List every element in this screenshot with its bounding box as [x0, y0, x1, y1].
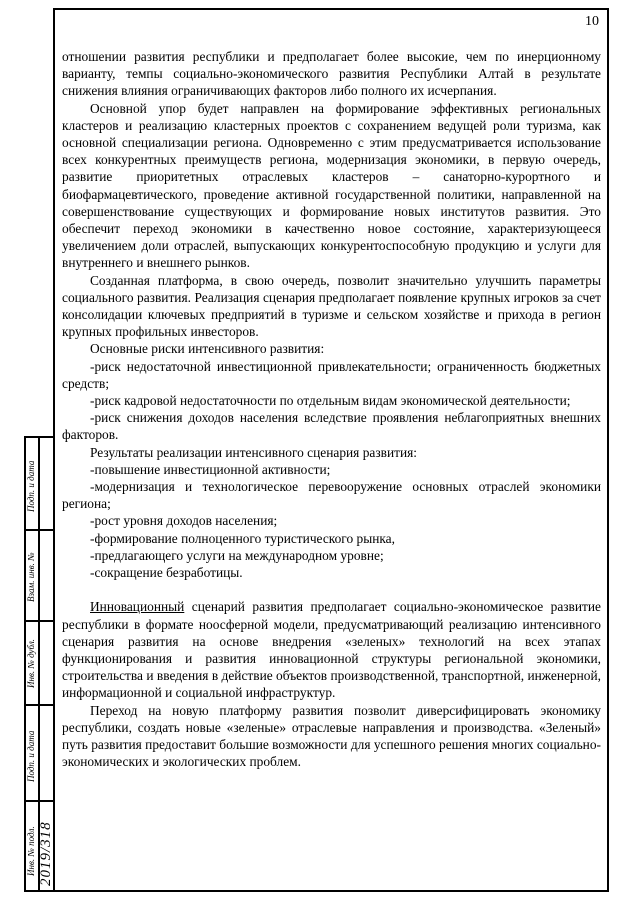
stamp-label-replace-inv: Взам. инв. № — [26, 552, 36, 602]
stamp-divider — [24, 620, 53, 622]
results-heading: Результаты реализации интенсивного сценария развития: — [90, 444, 418, 460]
result-item: -повышение инвестиционной активности; — [90, 461, 331, 477]
document-body — [62, 48, 601, 770]
innovation-term: Инновационный — [90, 599, 185, 615]
stamp-block — [24, 436, 53, 892]
page-frame — [53, 8, 609, 892]
paragraph-clusters: Основной упор будет направлен на формирование эффективных региональных кластеров и реализацию кластерных проектов с сохранением ведущей роли туризма, как основной специализации региона. Одновременно с этим предусматривается использование всех конкурентных преимуществ региона, модернизация экономики, в первую очередь, развитие приоритетных отраслевых кластеров – санаторно-курортного и биофармацевтического, проведение активной государственной политики, направленной на совершенствование существующих и формирование новых институтов развития. Это обеспечит переход экономики в качественно новое состояние, характеризующееся увеличением доли отраслей, выпускающих конкурентоспособную продукцию и услуги для внутреннего и внешнего рынков. — [62, 100, 601, 271]
risk-item: -риск снижения доходов населения вследствие проявления неблагоприятных внешних факторов. — [62, 410, 601, 443]
stamp-label-orig-inv: Инв. № подл. — [26, 826, 36, 876]
inventory-number: 2019/318 — [38, 821, 54, 886]
stamp-divider — [24, 704, 53, 706]
stamp-divider — [24, 529, 53, 531]
result-item: -формирование полноценного туристического рынка, — [90, 530, 395, 546]
risks-heading: Основные риски интенсивного развития: — [90, 341, 325, 357]
risk-item: -риск кадровой недостаточности по отдельным видам экономической деятельности; — [90, 393, 571, 409]
result-item: -сокращение безработицы. — [90, 565, 243, 581]
stamp-label-sign-date: Подп. и дата — [26, 730, 36, 782]
stamp-divider — [24, 800, 53, 802]
paragraph-final: Переход на новую платформу развития позволит диверсифицировать экономику республики, создать новые «зеленые» отраслевые направления и производства. «Зеленый» путь развития предоставит большие возможности для успешного решения многих социально-экономических и экологических проблем. — [62, 702, 601, 770]
stamp-label-dup-inv: Инв. № дубл. — [26, 638, 36, 688]
result-item: -модернизация и технологическое перевооружение основных отраслей экономики региона; — [62, 479, 601, 512]
page-number: 10 — [585, 14, 599, 29]
paragraph-platform: Созданная платформа, в свою очередь, позволит значительно улучшить параметры социального развития. Реализация сценария предполагает появление крупных игроков за счет консолидации ключевых предприятий в туризме и сельском хозяйстве и прихода в регион крупных профильных инвесторов. — [62, 272, 601, 340]
result-item: -рост уровня доходов населения; — [90, 513, 278, 529]
stamp-divider — [24, 436, 53, 438]
innovation-text: сценарий развития предполагает социально-экономическое развитие республики в формате ноосферной модели, предусматривающий реализацию интенсивного сценария развития на основе внедрения «зеленых» технологий на всех этапах функционирования и развития инновационной структуры региональной экономики, строительства и введения в действие объектов производственной, транспортной, инженерной, информационной и социальной инфраструктур. — [62, 599, 601, 701]
paragraph-innovation — [62, 598, 601, 701]
stamp-label-sign-date: Подп. и дата — [26, 460, 36, 512]
risk-item: -риск недостаточной инвестиционной привлекательности; ограниченность бюджетных средств; — [62, 358, 601, 391]
result-item: -предлагающего услуги на международном уровне; — [90, 547, 384, 563]
stamp-divider — [24, 890, 53, 892]
paragraph-intro: отношении развития республики и предполагает более высокие, чем по инерционному варианту, темпы социально-экономического развития Республики Алтай в результате снижения влияния ограничивающих факторов либо полного их исчерпания. — [62, 49, 601, 99]
